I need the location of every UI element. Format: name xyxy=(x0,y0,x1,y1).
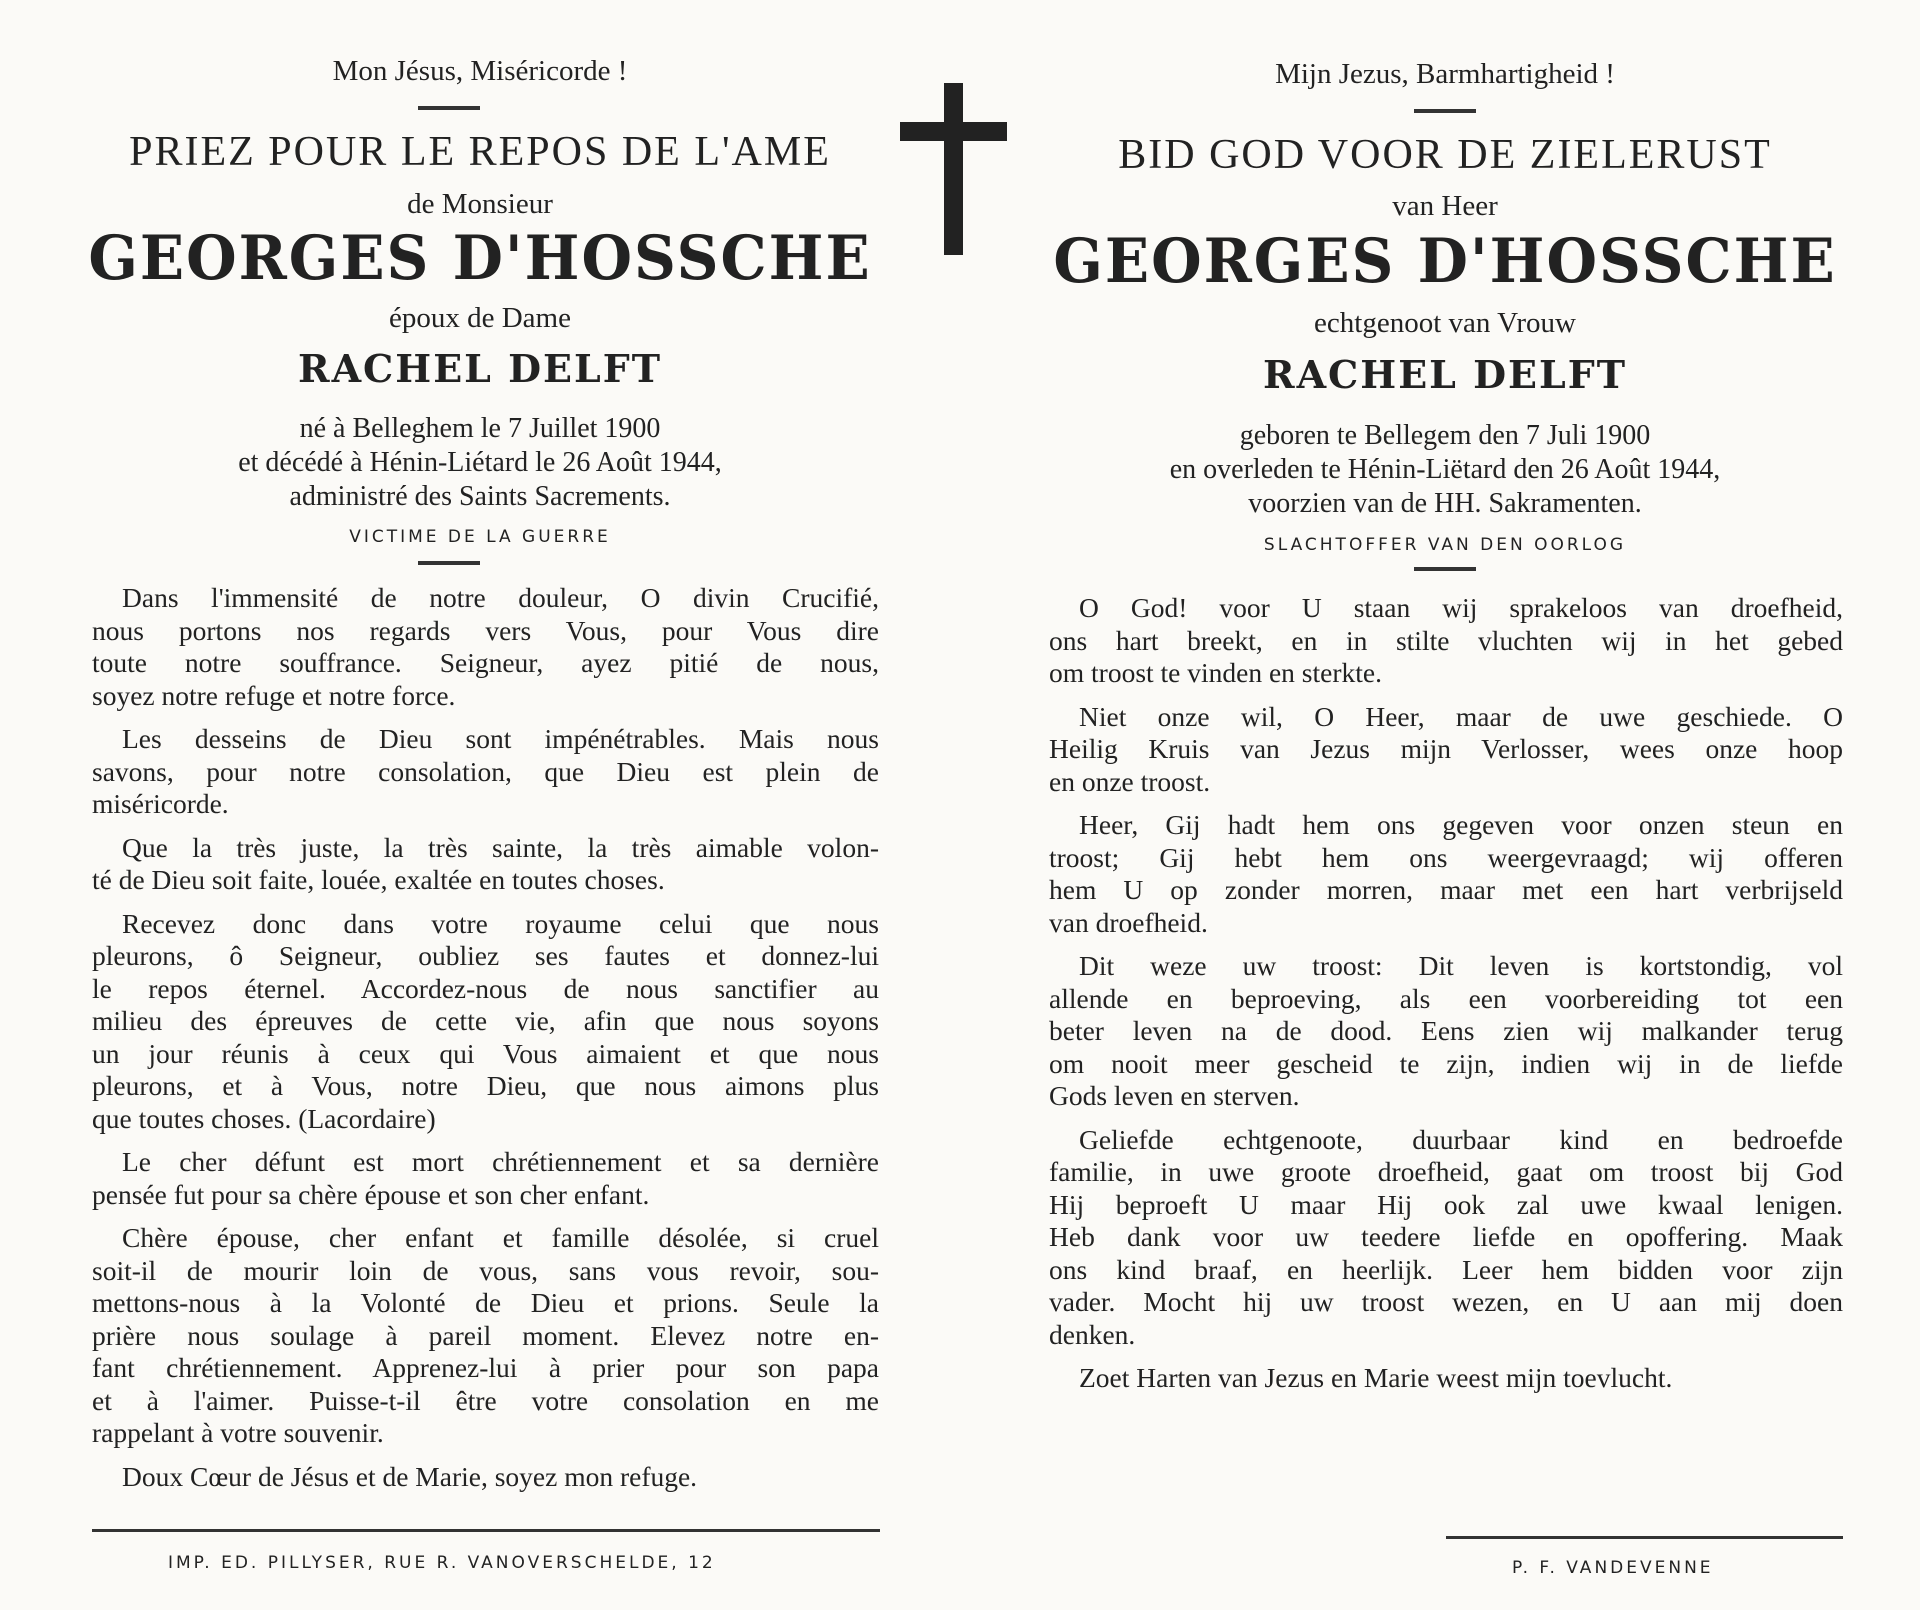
sacraments-line: voorzien van de HH. Sakramenten. xyxy=(1248,488,1642,519)
deceased-name: GEORGES D'HOSSCHE xyxy=(88,222,872,294)
text-line: van droefheid. xyxy=(1049,906,1208,938)
paragraph xyxy=(1049,809,1843,939)
paragraph xyxy=(92,723,879,821)
footer-rule xyxy=(1446,1536,1843,1539)
divider xyxy=(418,561,480,565)
text-line: le repos éternel. Accordez-nous de nous sanctifier au xyxy=(92,972,879,1004)
text-line: prière nous soulage à pareil moment. Elevez notre en- xyxy=(92,1319,879,1351)
text-line: Gods leven en sterven. xyxy=(1049,1080,1300,1111)
relation: époux de Dame xyxy=(389,302,571,334)
paragraph xyxy=(92,1222,879,1450)
text-line: et à l'aimer. Puisse-t-il être votre consolation en me xyxy=(92,1384,879,1416)
printer-imprint: IMP. ED. PILLYSER, RUE R. VANOVERSCHELDE, 12 xyxy=(168,1553,716,1573)
text-line: allende en beproeving, als een voorbereiding tot een xyxy=(1049,982,1843,1014)
text-line: vader. Mocht hij uw troost wezen, en U aan mij doen xyxy=(1049,1286,1843,1317)
invocation: Mijn Jezus, Barmhartigheid ! xyxy=(1275,58,1615,90)
death-line: en overleden te Hénin-Liëtard den 26 Août 1944, xyxy=(1169,454,1721,485)
text-line: ons kind braaf, en heerlijk. Leer hem bidden voor zijn xyxy=(1049,1253,1843,1285)
paragraph xyxy=(92,582,879,712)
text-line: om nooit meer gescheid te zijn, indien wij in de liefde xyxy=(1049,1047,1843,1079)
sacraments-line: administré des Saints Sacrements. xyxy=(289,481,671,512)
war-victim-note: VICTIME DE LA GUERRE xyxy=(349,527,611,547)
text-line: pleurons, et à Vous, notre Dieu, que nous aimons plus xyxy=(92,1070,879,1101)
honorific: van Heer xyxy=(1392,190,1498,222)
text-line: beter leven na de dood. Eens zien wij malkander terug xyxy=(1049,1015,1843,1046)
text-line: rappelant à votre souvenir. xyxy=(92,1417,384,1448)
text-line: soyez notre refuge et notre force. xyxy=(92,679,456,711)
text-line: que toutes choses. (Lacordaire) xyxy=(92,1102,436,1134)
text-line: milieu des épreuves de cette vie, afin que nous soyons xyxy=(92,1005,879,1036)
text-line: Heilig Kruis van Jezus mijn Verlosser, wees onze hoop xyxy=(1049,733,1843,764)
text-line: troost; Gij hebt hem ons weergevraagd; wij offeren xyxy=(1049,841,1843,873)
text-line: Heb dank voor uw teedere liefde en opoffering. Maak xyxy=(1049,1221,1843,1252)
prayer-text xyxy=(92,582,879,1504)
text-line: Dit weze uw troost: Dit leven is kortstondig, vol xyxy=(1079,950,1843,981)
paragraph xyxy=(1049,701,1843,799)
paragraph xyxy=(92,908,879,1136)
honorific: de Monsieur xyxy=(407,188,553,220)
text-line: un jour réunis à ceux qui Vous aimaient et que nous xyxy=(92,1037,879,1069)
text-line: denken. xyxy=(1049,1318,1136,1350)
paragraph xyxy=(92,832,879,897)
text-line: savons, pour notre consolation, que Dieu est plein de xyxy=(92,755,879,787)
spouse-name: RACHEL DELFT xyxy=(297,346,662,391)
deceased-name: GEORGES D'HOSSCHE xyxy=(1053,225,1837,297)
divider xyxy=(1414,567,1476,571)
prayer-text xyxy=(1049,592,1843,1406)
paragraph xyxy=(1049,592,1843,690)
paragraph xyxy=(1049,1124,1843,1352)
prayer-heading: PRIEZ POUR LE REPOS DE L'AME xyxy=(129,129,831,175)
text-line: té de Dieu soit faite, louée, exaltée en toutes choses. xyxy=(92,864,665,895)
text-line: Les desseins de Dieu sont impénétrables. Mais nous xyxy=(122,723,879,754)
text-line: Zoet Harten van Jezus en Marie weest mijn toevlucht. xyxy=(1079,1362,1673,1393)
text-line: Recevez donc dans votre royaume celui que nous xyxy=(122,907,879,939)
paragraph xyxy=(92,1461,879,1494)
text-line: pleurons, ô Seigneur, oubliez ses fautes et donnez-lui xyxy=(92,940,879,971)
text-line: miséricorde. xyxy=(92,788,229,819)
text-line: O God! voor U staan wij sprakeloos van droefheid, xyxy=(1079,592,1843,623)
text-line: toute notre souffrance. Seigneur, ayez pitié de nous, xyxy=(92,647,879,678)
war-victim-note: SLACHTOFFER VAN DEN OORLOG xyxy=(1263,535,1627,555)
text-line: mettons-nous à la Volonté de Dieu et prions. Seule la xyxy=(92,1287,879,1318)
text-line: en onze troost. xyxy=(1049,765,1211,797)
text-line: fant chrétiennement. Apprenez-lui à prier pour son papa xyxy=(92,1352,879,1383)
text-line: Niet onze wil, O Heer, maar de uwe geschiede. O xyxy=(1079,700,1843,732)
text-line: ons hart breekt, en in stilte vluchten wij in het gebed xyxy=(1049,624,1843,656)
text-line: nous portons nos regards vers Vous, pour Vous dire xyxy=(92,614,879,646)
divider xyxy=(418,106,480,110)
divider xyxy=(1414,109,1476,113)
paragraph xyxy=(1049,950,1843,1113)
text-line: Chère épouse, cher enfant et famille désolée, si cruel xyxy=(122,1222,879,1253)
prayer-heading: BID GOD VOOR DE ZIELERUST xyxy=(1118,132,1772,178)
printer-imprint: P. F. VANDEVENNE xyxy=(1512,1558,1714,1578)
text-line: Hij beproeft U maar Hij ook zal uwe kwaal lenigen. xyxy=(1049,1188,1843,1220)
text-line: om troost te vinden en sterkte. xyxy=(1049,657,1382,688)
relation: echtgenoot van Vrouw xyxy=(1314,307,1576,339)
text-line: Doux Cœur de Jésus et de Marie, soyez mon refuge. xyxy=(122,1460,698,1492)
birth-line: né à Belleghem le 7 Juillet 1900 xyxy=(299,413,661,444)
paragraph xyxy=(1049,1362,1843,1395)
text-line: familie, in uwe groote droefheid, gaat om troost bij God xyxy=(1049,1156,1843,1187)
text-line: Geliefde echtgenoote, duurbaar kind en bedroefde xyxy=(1079,1123,1843,1155)
text-line: pensée fut pour sa chère épouse et son cher enfant. xyxy=(92,1178,650,1210)
text-line: soit-il de mourir loin de vous, sans vous revoir, sou- xyxy=(92,1254,879,1286)
invocation: Mon Jésus, Miséricorde ! xyxy=(332,55,628,87)
birth-line: geboren te Bellegem den 7 Juli 1900 xyxy=(1239,420,1651,451)
text-line: Heer, Gij hadt hem ons gegeven voor onzen steun en xyxy=(1079,809,1843,840)
text-line: hem U op zonder morren, maar met een hart verbrijseld xyxy=(1049,874,1843,905)
spouse-name: RACHEL DELFT xyxy=(1262,352,1627,397)
text-line: Le cher défunt est mort chrétiennement et sa dernière xyxy=(122,1146,879,1177)
footer-rule xyxy=(92,1529,880,1532)
text-line: Dans l'immensité de notre douleur, O divin Crucifié, xyxy=(122,582,879,613)
death-line: et décédé à Hénin-Liétard le 26 Août 1944, xyxy=(238,447,722,478)
text-line: Que la très juste, la très sainte, la très aimable volon- xyxy=(122,831,879,863)
paragraph xyxy=(92,1146,879,1211)
